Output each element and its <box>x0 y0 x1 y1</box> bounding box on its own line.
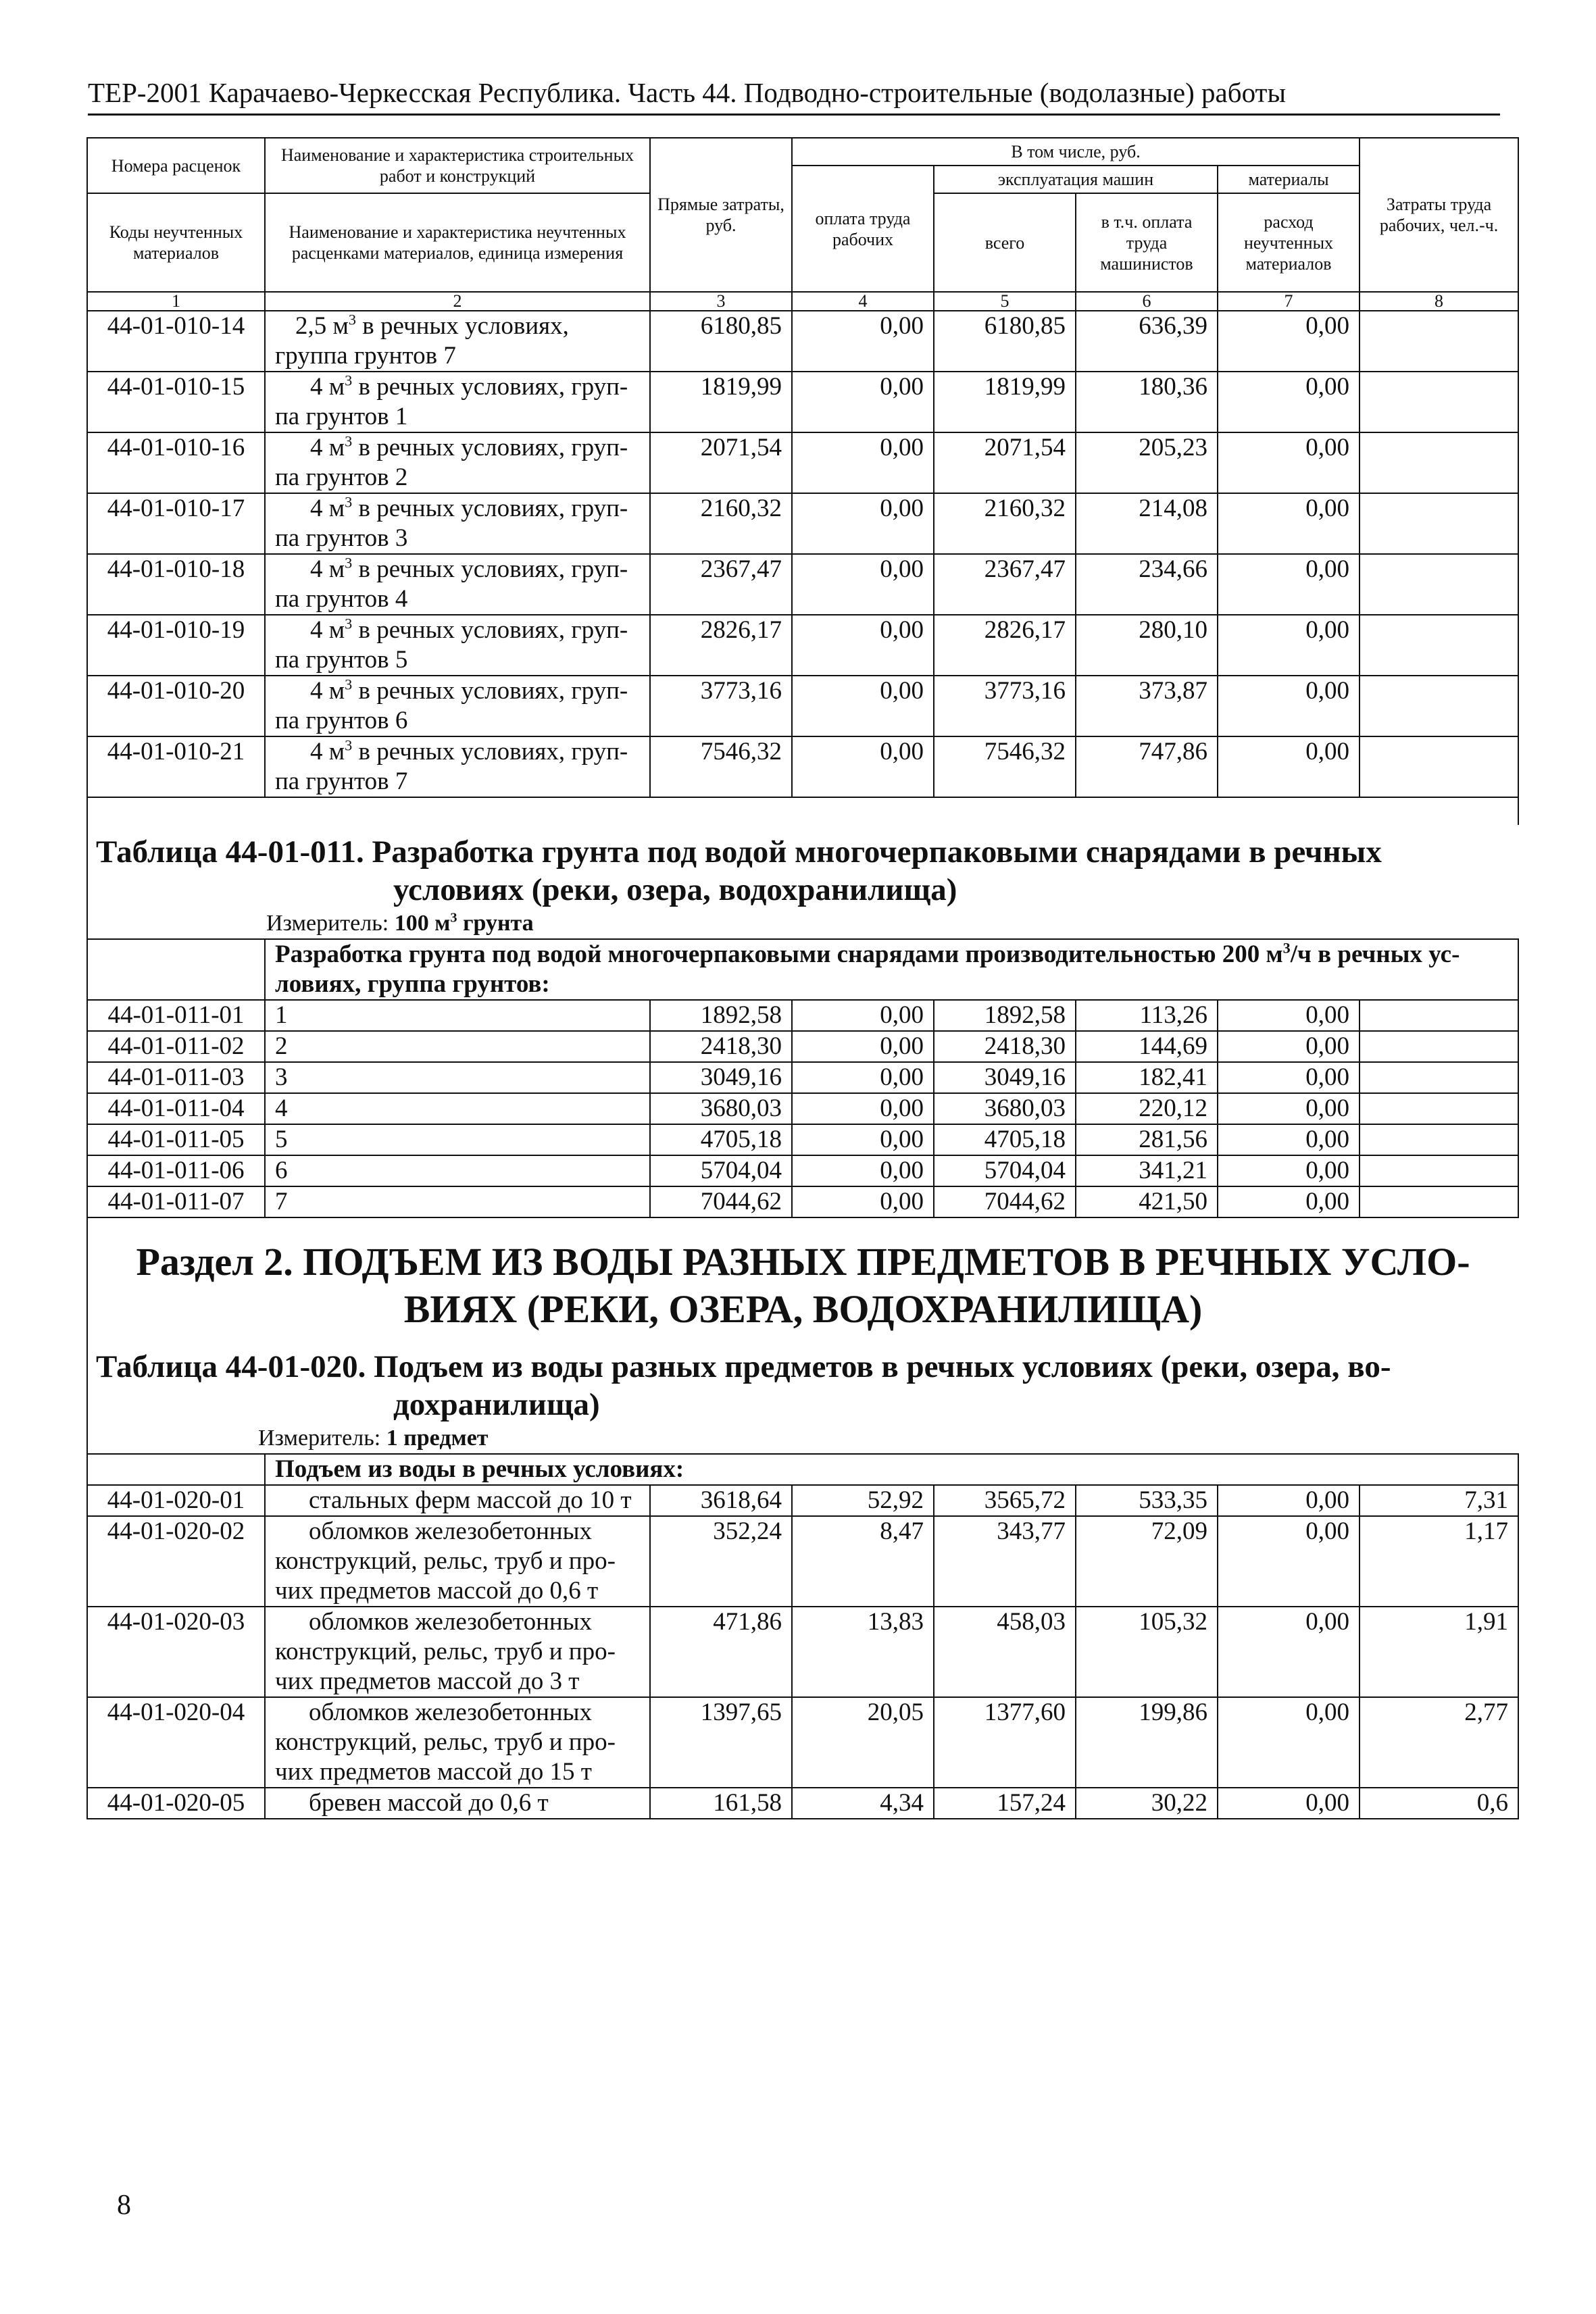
machines-total-cell: 7546,32 <box>934 736 1076 797</box>
machines-total-cell: 6180,85 <box>934 311 1076 372</box>
labor-hours-cell <box>1360 432 1518 493</box>
materials-cell: 0,00 <box>1218 1516 1360 1607</box>
soil-group: 7 <box>265 1186 650 1217</box>
direct-costs-cell: 471,86 <box>650 1607 792 1697</box>
rate-volume: 2,5 м <box>295 312 349 340</box>
table-020-subhead-row <box>87 1454 1518 1485</box>
rate-description-text: в речных условиях, груп- <box>352 616 628 644</box>
labor-hours-cell <box>1360 372 1518 432</box>
labor-hours-cell <box>1360 1093 1518 1124</box>
labor-hours-cell <box>1360 493 1518 554</box>
soil-group: 4 <box>265 1093 650 1124</box>
rate-volume: 4 м <box>310 616 345 644</box>
table-row <box>87 1485 1518 1516</box>
col-labor-pay: оплата труда рабочих <box>792 166 934 292</box>
rates-table <box>86 137 1519 1819</box>
labor-pay-cell: 20,05 <box>792 1697 934 1788</box>
machinists-pay-cell: 341,21 <box>1076 1155 1218 1186</box>
machines-total-cell: 2418,30 <box>934 1031 1076 1062</box>
table-row <box>87 493 1518 554</box>
col-machine-operation: эксплуатация машин <box>934 166 1218 193</box>
labor-hours-cell: 1,17 <box>1360 1516 1518 1607</box>
table-row <box>87 1607 1518 1697</box>
subhead-text-tail: /ч в речных ус- <box>1290 940 1460 968</box>
labor-pay-cell: 0,00 <box>792 493 934 554</box>
table-row <box>87 615 1518 676</box>
rate-description <box>265 736 650 797</box>
materials-cell: 0,00 <box>1218 372 1360 432</box>
labor-pay-cell: 13,83 <box>792 1607 934 1697</box>
table-011-title <box>96 825 1518 909</box>
item-description-line1: бревен массой до 0,6 т <box>309 1789 549 1817</box>
rate-code: 44-01-010-21 <box>87 736 265 797</box>
labor-hours-cell <box>1360 1155 1518 1186</box>
table-row <box>87 1031 1518 1062</box>
labor-pay-cell: 0,00 <box>792 554 934 615</box>
materials-cell: 0,00 <box>1218 676 1360 736</box>
materials-cell: 0,00 <box>1218 493 1360 554</box>
col-material-codes: Коды неучтенных материалов <box>87 193 265 292</box>
rate-description <box>265 676 650 736</box>
rate-description-line2: па грунтов 1 <box>275 403 408 430</box>
rate-code: 44-01-011-04 <box>87 1093 265 1124</box>
rate-description-line2: па грунтов 5 <box>275 646 408 674</box>
measure-unit: грунта <box>457 911 534 936</box>
item-description-line1: стальных ферм массой до 10 т <box>309 1486 632 1514</box>
column-number: 2 <box>265 292 650 311</box>
labor-hours-cell: 7,31 <box>1360 1485 1518 1516</box>
rate-code: 44-01-011-03 <box>87 1062 265 1093</box>
column-number: 3 <box>650 292 792 311</box>
machines-total-cell: 7044,62 <box>934 1186 1076 1217</box>
cube-superscript: 3 <box>348 311 357 328</box>
labor-pay-cell: 52,92 <box>792 1485 934 1516</box>
rate-code: 44-01-010-17 <box>87 493 265 554</box>
item-description-line2: конструкций, рельс, труб и про- <box>275 1728 616 1756</box>
measure-label: Измеритель: <box>258 1426 386 1451</box>
rate-code: 44-01-020-02 <box>87 1516 265 1607</box>
rate-description-text: в речных условиях, груп- <box>352 555 628 583</box>
rate-code: 44-01-020-01 <box>87 1485 265 1516</box>
cube-superscript: 3 <box>345 432 353 450</box>
materials-cell: 0,00 <box>1218 1155 1360 1186</box>
direct-costs-cell: 2826,17 <box>650 615 792 676</box>
machinists-pay-cell: 281,56 <box>1076 1124 1218 1155</box>
column-number: 8 <box>1360 292 1518 311</box>
direct-costs-cell: 6180,85 <box>650 311 792 372</box>
running-head: ТЕР-2001 Карачаево-Черкесская Республика. Часть 44. Подводно-строительные (водолазные) работы <box>88 76 1500 116</box>
rate-code: 44-01-011-02 <box>87 1031 265 1062</box>
section-2-line1: Раздел 2. ПОДЪЕМ ИЗ ВОДЫ РАЗНЫХ ПРЕДМЕТОВ В РЕЧНЫХ УСЛО- <box>136 1240 1470 1284</box>
rate-code: 44-01-010-19 <box>87 615 265 676</box>
machinists-pay-cell: 72,09 <box>1076 1516 1218 1607</box>
table-011-measure <box>96 909 1518 938</box>
table-020-title-line2: дохранилища) <box>393 1387 600 1422</box>
machinists-pay-cell: 421,50 <box>1076 1186 1218 1217</box>
materials-cell: 0,00 <box>1218 1697 1360 1788</box>
materials-cell: 0,00 <box>1218 1062 1360 1093</box>
labor-pay-cell: 0,00 <box>792 1031 934 1062</box>
materials-cell: 0,00 <box>1218 1124 1360 1155</box>
column-number: 5 <box>934 292 1076 311</box>
direct-costs-cell: 2071,54 <box>650 432 792 493</box>
rate-description <box>265 493 650 554</box>
soil-group: 1 <box>265 1000 650 1031</box>
col-materials-usage: расход неучтенных материалов <box>1218 193 1360 292</box>
measure-label: Измеритель: <box>266 911 395 936</box>
materials-cell: 0,00 <box>1218 615 1360 676</box>
table-row <box>87 1093 1518 1124</box>
rate-description-line2: па грунтов 7 <box>275 768 408 795</box>
table-020-title <box>88 1340 1518 1424</box>
item-description-line3: чих предметов массой до 0,6 т <box>275 1577 599 1605</box>
rate-code: 44-01-020-05 <box>87 1788 265 1819</box>
cube-superscript: 3 <box>345 554 353 572</box>
rate-code: 44-01-010-16 <box>87 432 265 493</box>
column-number: 6 <box>1076 292 1218 311</box>
labor-pay-cell: 0,00 <box>792 615 934 676</box>
cube-superscript: 3 <box>345 372 353 389</box>
rate-code: 44-01-020-03 <box>87 1607 265 1697</box>
rate-description-line2: па грунтов 4 <box>275 585 408 613</box>
machinists-pay-cell: 144,69 <box>1076 1031 1218 1062</box>
item-description-line3: чих предметов массой до 15 т <box>275 1758 592 1786</box>
labor-pay-cell: 8,47 <box>792 1516 934 1607</box>
section-2-line2: ВИЯХ (РЕКИ, ОЗЕРА, ВОДОХРАНИЛИЩА) <box>403 1287 1203 1331</box>
soil-group: 6 <box>265 1155 650 1186</box>
subhead-text-line2: ловиях, группа грунтов: <box>275 970 550 998</box>
page-number: 8 <box>117 2190 131 2221</box>
labor-pay-cell: 0,00 <box>792 676 934 736</box>
labor-hours-cell <box>1360 1000 1518 1031</box>
direct-costs-cell: 1819,99 <box>650 372 792 432</box>
item-description <box>265 1788 650 1819</box>
labor-pay-cell: 0,00 <box>792 311 934 372</box>
cube-superscript: 3 <box>1282 939 1291 957</box>
machinists-pay-cell: 214,08 <box>1076 493 1218 554</box>
col-rate-number: Номера расценок <box>87 138 265 193</box>
measure-value: 1 предмет <box>386 1426 489 1451</box>
machinists-pay-cell: 180,36 <box>1076 372 1218 432</box>
direct-costs-cell: 161,58 <box>650 1788 792 1819</box>
column-number: 4 <box>792 292 934 311</box>
direct-costs-cell: 3773,16 <box>650 676 792 736</box>
spacer-row <box>87 797 1518 825</box>
rate-description-text: в речных условиях, груп- <box>352 738 628 765</box>
col-materials: материалы <box>1218 166 1360 193</box>
labor-pay-cell: 0,00 <box>792 1093 934 1124</box>
item-description-line1: обломков железобетонных <box>309 1608 593 1636</box>
materials-cell: 0,00 <box>1218 1186 1360 1217</box>
cube-superscript: 3 <box>345 615 353 632</box>
item-description-line2: конструкций, рельс, труб и про- <box>275 1638 616 1665</box>
column-numbers-row <box>87 292 1518 311</box>
section-2-title <box>88 1218 1518 1340</box>
cube-superscript: 3 <box>345 736 353 754</box>
materials-cell: 0,00 <box>1218 311 1360 372</box>
direct-costs-cell: 7044,62 <box>650 1186 792 1217</box>
machinists-pay-cell: 205,23 <box>1076 432 1218 493</box>
machinists-pay-cell: 747,86 <box>1076 736 1218 797</box>
direct-costs-cell: 3680,03 <box>650 1093 792 1124</box>
table-row <box>87 676 1518 736</box>
rate-code: 44-01-020-04 <box>87 1697 265 1788</box>
table-row <box>87 1062 1518 1093</box>
rate-volume: 4 м <box>310 555 345 583</box>
rate-code: 44-01-010-20 <box>87 676 265 736</box>
labor-hours-cell <box>1360 311 1518 372</box>
machinists-pay-cell: 373,87 <box>1076 676 1218 736</box>
machines-total-cell: 1377,60 <box>934 1697 1076 1788</box>
rate-description <box>265 615 650 676</box>
labor-pay-cell: 0,00 <box>792 736 934 797</box>
machines-total-cell: 458,03 <box>934 1607 1076 1697</box>
col-machinists-pay: в т.ч. оплата труда машинистов <box>1076 193 1218 292</box>
machinists-pay-cell: 636,39 <box>1076 311 1218 372</box>
machines-total-cell: 157,24 <box>934 1788 1076 1819</box>
direct-costs-cell: 3049,16 <box>650 1062 792 1093</box>
col-including: В том числе, руб. <box>792 138 1360 166</box>
rate-description-text: в речных условиях, груп- <box>352 677 628 705</box>
machinists-pay-cell: 199,86 <box>1076 1697 1218 1788</box>
col-machines-total: всего <box>934 193 1076 292</box>
labor-hours-cell: 2,77 <box>1360 1697 1518 1788</box>
materials-cell: 0,00 <box>1218 1000 1360 1031</box>
table-011-subhead <box>265 939 1518 1000</box>
materials-cell: 0,00 <box>1218 736 1360 797</box>
rate-description-text: в речных условиях, груп- <box>352 495 628 522</box>
rate-volume: 4 м <box>310 495 345 522</box>
rate-description <box>265 554 650 615</box>
machines-total-cell: 3565,72 <box>934 1485 1076 1516</box>
machines-total-cell: 2826,17 <box>934 615 1076 676</box>
item-description <box>265 1485 650 1516</box>
rate-description-text: в речных условиях, груп- <box>352 434 628 461</box>
machinists-pay-cell: 30,22 <box>1076 1788 1218 1819</box>
soil-group: 3 <box>265 1062 650 1093</box>
machinists-pay-cell: 113,26 <box>1076 1000 1218 1031</box>
rate-volume: 4 м <box>310 738 345 765</box>
direct-costs-cell: 4705,18 <box>650 1124 792 1155</box>
rate-code: 44-01-011-06 <box>87 1155 265 1186</box>
labor-hours-cell <box>1360 615 1518 676</box>
table-row <box>87 372 1518 432</box>
rate-code: 44-01-011-05 <box>87 1124 265 1155</box>
item-description <box>265 1697 650 1788</box>
labor-pay-cell: 0,00 <box>792 1155 934 1186</box>
direct-costs-cell: 2418,30 <box>650 1031 792 1062</box>
table-011-subhead-row <box>87 939 1518 1000</box>
table-row <box>87 1124 1518 1155</box>
labor-hours-cell <box>1360 554 1518 615</box>
direct-costs-cell: 7546,32 <box>650 736 792 797</box>
machinists-pay-cell: 533,35 <box>1076 1485 1218 1516</box>
measure-amount: 100 м <box>394 911 451 936</box>
rate-description-line2: па грунтов 2 <box>275 463 408 491</box>
table-row <box>87 1155 1518 1186</box>
machines-total-cell: 1819,99 <box>934 372 1076 432</box>
rate-volume: 4 м <box>310 434 345 461</box>
soil-group: 5 <box>265 1124 650 1155</box>
direct-costs-cell: 1892,58 <box>650 1000 792 1031</box>
machines-total-cell: 3680,03 <box>934 1093 1076 1124</box>
cube-superscript: 3 <box>345 493 353 511</box>
col-labor-hours: Затраты труда рабочих, чел.-ч. <box>1360 138 1518 292</box>
rate-code: 44-01-010-14 <box>87 311 265 372</box>
subhead-text: Разработка грунта под водой многочерпаковыми снарядами производительностью 200 м <box>275 940 1283 968</box>
table-011-title-line1: Таблица 44-01-011. Разработка грунта под водой многочерпаковыми снарядами в речных <box>96 834 1382 870</box>
machines-total-cell: 2160,32 <box>934 493 1076 554</box>
item-description-line1: обломков железобетонных <box>309 1517 593 1545</box>
table-row <box>87 1516 1518 1607</box>
rate-description-text: в речных условиях, <box>356 312 569 340</box>
direct-costs-cell: 5704,04 <box>650 1155 792 1186</box>
table-011-title-line2: условиях (реки, озера, водохранилища) <box>393 872 957 907</box>
materials-cell: 0,00 <box>1218 554 1360 615</box>
table-row <box>87 554 1518 615</box>
machines-total-cell: 3773,16 <box>934 676 1076 736</box>
machines-total-cell: 343,77 <box>934 1516 1076 1607</box>
machinists-pay-cell: 280,10 <box>1076 615 1218 676</box>
rate-volume: 4 м <box>310 677 345 705</box>
col-work-name: Наименование и характеристика строительных работ и конструкций <box>265 138 650 193</box>
labor-hours-cell <box>1360 1031 1518 1062</box>
labor-hours-cell <box>1360 736 1518 797</box>
machinists-pay-cell: 234,66 <box>1076 554 1218 615</box>
labor-pay-cell: 0,00 <box>792 372 934 432</box>
labor-pay-cell: 0,00 <box>792 1062 934 1093</box>
labor-hours-cell: 0,6 <box>1360 1788 1518 1819</box>
rate-code: 44-01-010-18 <box>87 554 265 615</box>
rate-description <box>265 432 650 493</box>
labor-hours-cell <box>1360 1062 1518 1093</box>
cube-superscript: 3 <box>450 910 457 926</box>
table-row <box>87 432 1518 493</box>
rate-description <box>265 311 650 372</box>
section-2-row <box>87 1217 1518 1454</box>
table-row <box>87 736 1518 797</box>
column-number: 7 <box>1218 292 1360 311</box>
table-020-title-line1: Таблица 44-01-020. Подъем из воды разных предметов в речных условиях (реки, озера, во- <box>96 1349 1391 1384</box>
labor-hours-cell <box>1360 1124 1518 1155</box>
rate-volume: 4 м <box>310 373 345 401</box>
table-row <box>87 1697 1518 1788</box>
direct-costs-cell: 1397,65 <box>650 1697 792 1788</box>
soil-group: 2 <box>265 1031 650 1062</box>
materials-cell: 0,00 <box>1218 432 1360 493</box>
item-description-line3: чих предметов массой до 3 т <box>275 1667 580 1695</box>
materials-cell: 0,00 <box>1218 1485 1360 1516</box>
machines-total-cell: 1892,58 <box>934 1000 1076 1031</box>
rate-description-text: в речных условиях, груп- <box>352 373 628 401</box>
direct-costs-cell: 2160,32 <box>650 493 792 554</box>
materials-cell: 0,00 <box>1218 1788 1360 1819</box>
machinists-pay-cell: 182,41 <box>1076 1062 1218 1093</box>
labor-pay-cell: 0,00 <box>792 1124 934 1155</box>
materials-cell: 0,00 <box>1218 1031 1360 1062</box>
table-row <box>87 1000 1518 1031</box>
rate-description-line2: па грунтов 3 <box>275 524 408 552</box>
labor-pay-cell: 0,00 <box>792 1186 934 1217</box>
materials-cell: 0,00 <box>1218 1093 1360 1124</box>
measure-value <box>395 911 534 936</box>
table-row <box>87 311 1518 372</box>
materials-cell: 0,00 <box>1218 1607 1360 1697</box>
machinists-pay-cell: 105,32 <box>1076 1607 1218 1697</box>
table-011-heading <box>87 825 1518 939</box>
labor-hours-cell: 1,91 <box>1360 1607 1518 1697</box>
col-direct-costs: Прямые затраты, руб. <box>650 138 792 292</box>
column-number: 1 <box>87 292 265 311</box>
rate-description-line2: па грунтов 6 <box>275 707 408 734</box>
item-description-line1: обломков железобетонных <box>309 1699 593 1726</box>
rate-description-line2: группа грунтов 7 <box>275 342 456 370</box>
item-description <box>265 1607 650 1697</box>
rate-code: 44-01-011-07 <box>87 1186 265 1217</box>
machines-total-cell: 2367,47 <box>934 554 1076 615</box>
col-material-name: Наименование и характеристика неучтенных расценками материалов, единица измерения <box>265 193 650 292</box>
table-row <box>87 1186 1518 1217</box>
labor-hours-cell <box>1360 1186 1518 1217</box>
machines-total-cell: 4705,18 <box>934 1124 1076 1155</box>
machines-total-cell: 2071,54 <box>934 432 1076 493</box>
direct-costs-cell: 352,24 <box>650 1516 792 1607</box>
labor-pay-cell: 4,34 <box>792 1788 934 1819</box>
direct-costs-cell: 3618,64 <box>650 1485 792 1516</box>
labor-hours-cell <box>1360 676 1518 736</box>
direct-costs-cell: 2367,47 <box>650 554 792 615</box>
table-020-subhead: Подъем из воды в речных условиях: <box>265 1454 1518 1485</box>
item-description <box>265 1516 650 1607</box>
machines-total-cell: 3049,16 <box>934 1062 1076 1093</box>
rate-code: 44-01-011-01 <box>87 1000 265 1031</box>
machines-total-cell: 5704,04 <box>934 1155 1076 1186</box>
labor-pay-cell: 0,00 <box>792 1000 934 1031</box>
rate-description <box>265 372 650 432</box>
machinists-pay-cell: 220,12 <box>1076 1093 1218 1124</box>
table-020-measure <box>88 1424 1518 1453</box>
cube-superscript: 3 <box>345 676 353 693</box>
labor-pay-cell: 0,00 <box>792 432 934 493</box>
table-row <box>87 1788 1518 1819</box>
item-description-line2: конструкций, рельс, труб и про- <box>275 1547 616 1575</box>
rate-code: 44-01-010-15 <box>87 372 265 432</box>
